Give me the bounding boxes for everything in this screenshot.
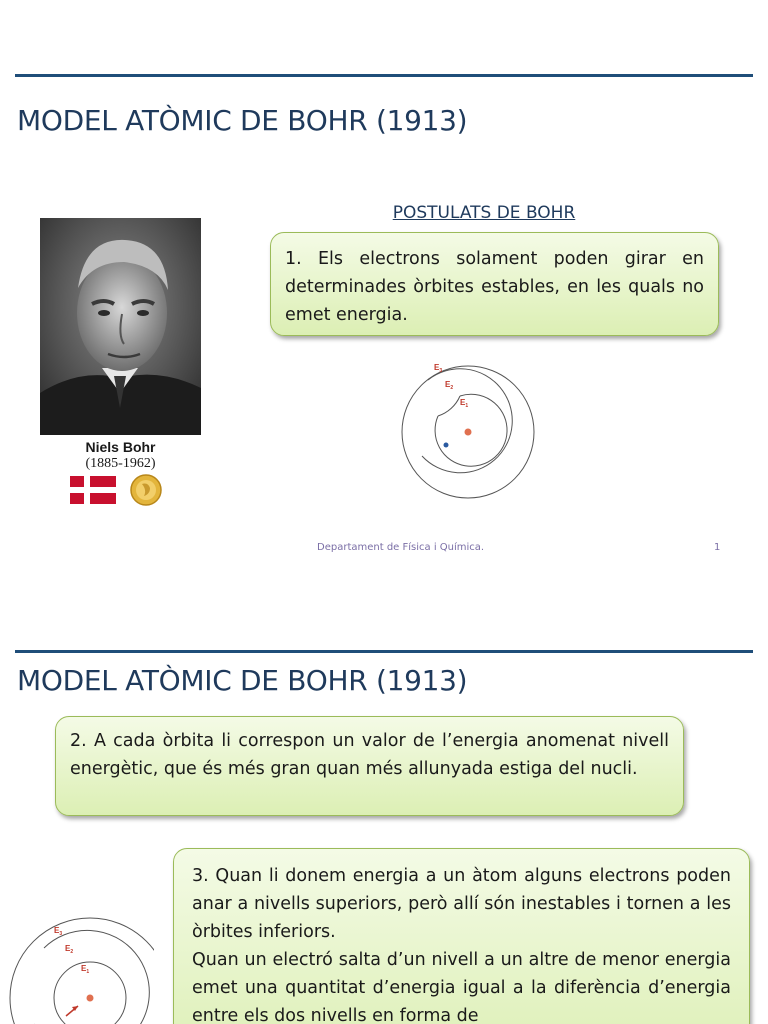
orbit-label-e3: $E_3$: [434, 363, 443, 374]
slide-title: MODEL ATÒMIC DE BOHR (1913): [17, 104, 468, 137]
bohr-orbit-diagram: [398, 358, 543, 503]
title-rule: [15, 74, 753, 77]
orbit-label-e1: $E_1$: [460, 398, 469, 409]
niels-bohr-portrait: [40, 218, 201, 435]
footer-department: Departament de Física i Química.: [317, 542, 485, 553]
orbit-2: [422, 369, 512, 473]
postulate-3-text-a: 3. Quan li donem energia a un àtom alguns electrons poden anar a nivells superiors, però allí són inestables i tornen a les òrbites inferiors.: [192, 866, 731, 942]
portrait-name: Niels Bohr: [85, 439, 156, 455]
postulate-2-box: [55, 716, 684, 816]
nucleus: [87, 995, 94, 1002]
postulate-3-box: [173, 848, 750, 1024]
postulate-1-text: 1. Els electrons solament poden girar en determinades òrbites estables, en les quals no emet energia.: [285, 249, 704, 325]
postulate-3-text-b: Quan un electró salta d’un nivell a un altre de menor energia emet una quantitat d’energia igual a la diferència d’energia entre els dos nivells en forma de: [192, 950, 731, 1024]
nucleus: [465, 429, 472, 436]
denmark-flag-icon: [70, 476, 116, 504]
title-rule: [15, 650, 753, 653]
orbit-1: [435, 394, 507, 466]
nobel-medal-icon: [130, 474, 162, 506]
slide-2: [0, 620, 768, 1024]
slide-title: MODEL ATÒMIC DE BOHR (1913): [17, 664, 468, 697]
orbit-label-e1: $E_1$: [81, 964, 90, 975]
orbit-label-e2: $E_2$: [445, 380, 454, 391]
postulate-2-text: 2. A cada òrbita li correspon un valor de l’energia anomenat nivell energètic, que és més gran quan més allunyada estiga del nucli.: [70, 731, 669, 779]
postulate-1-box: [270, 232, 719, 336]
orbit-label-e2: $E_2$: [65, 944, 74, 955]
postulates-heading: POSTULATS DE BOHR: [392, 203, 576, 223]
electron: [444, 443, 449, 448]
bohr-orbit-diagram: [4, 904, 154, 1024]
orbit-label-e3: $E_3$: [54, 926, 63, 937]
footer-page-number: 1: [714, 542, 721, 553]
portrait-years: (1885-1962): [85, 456, 156, 471]
